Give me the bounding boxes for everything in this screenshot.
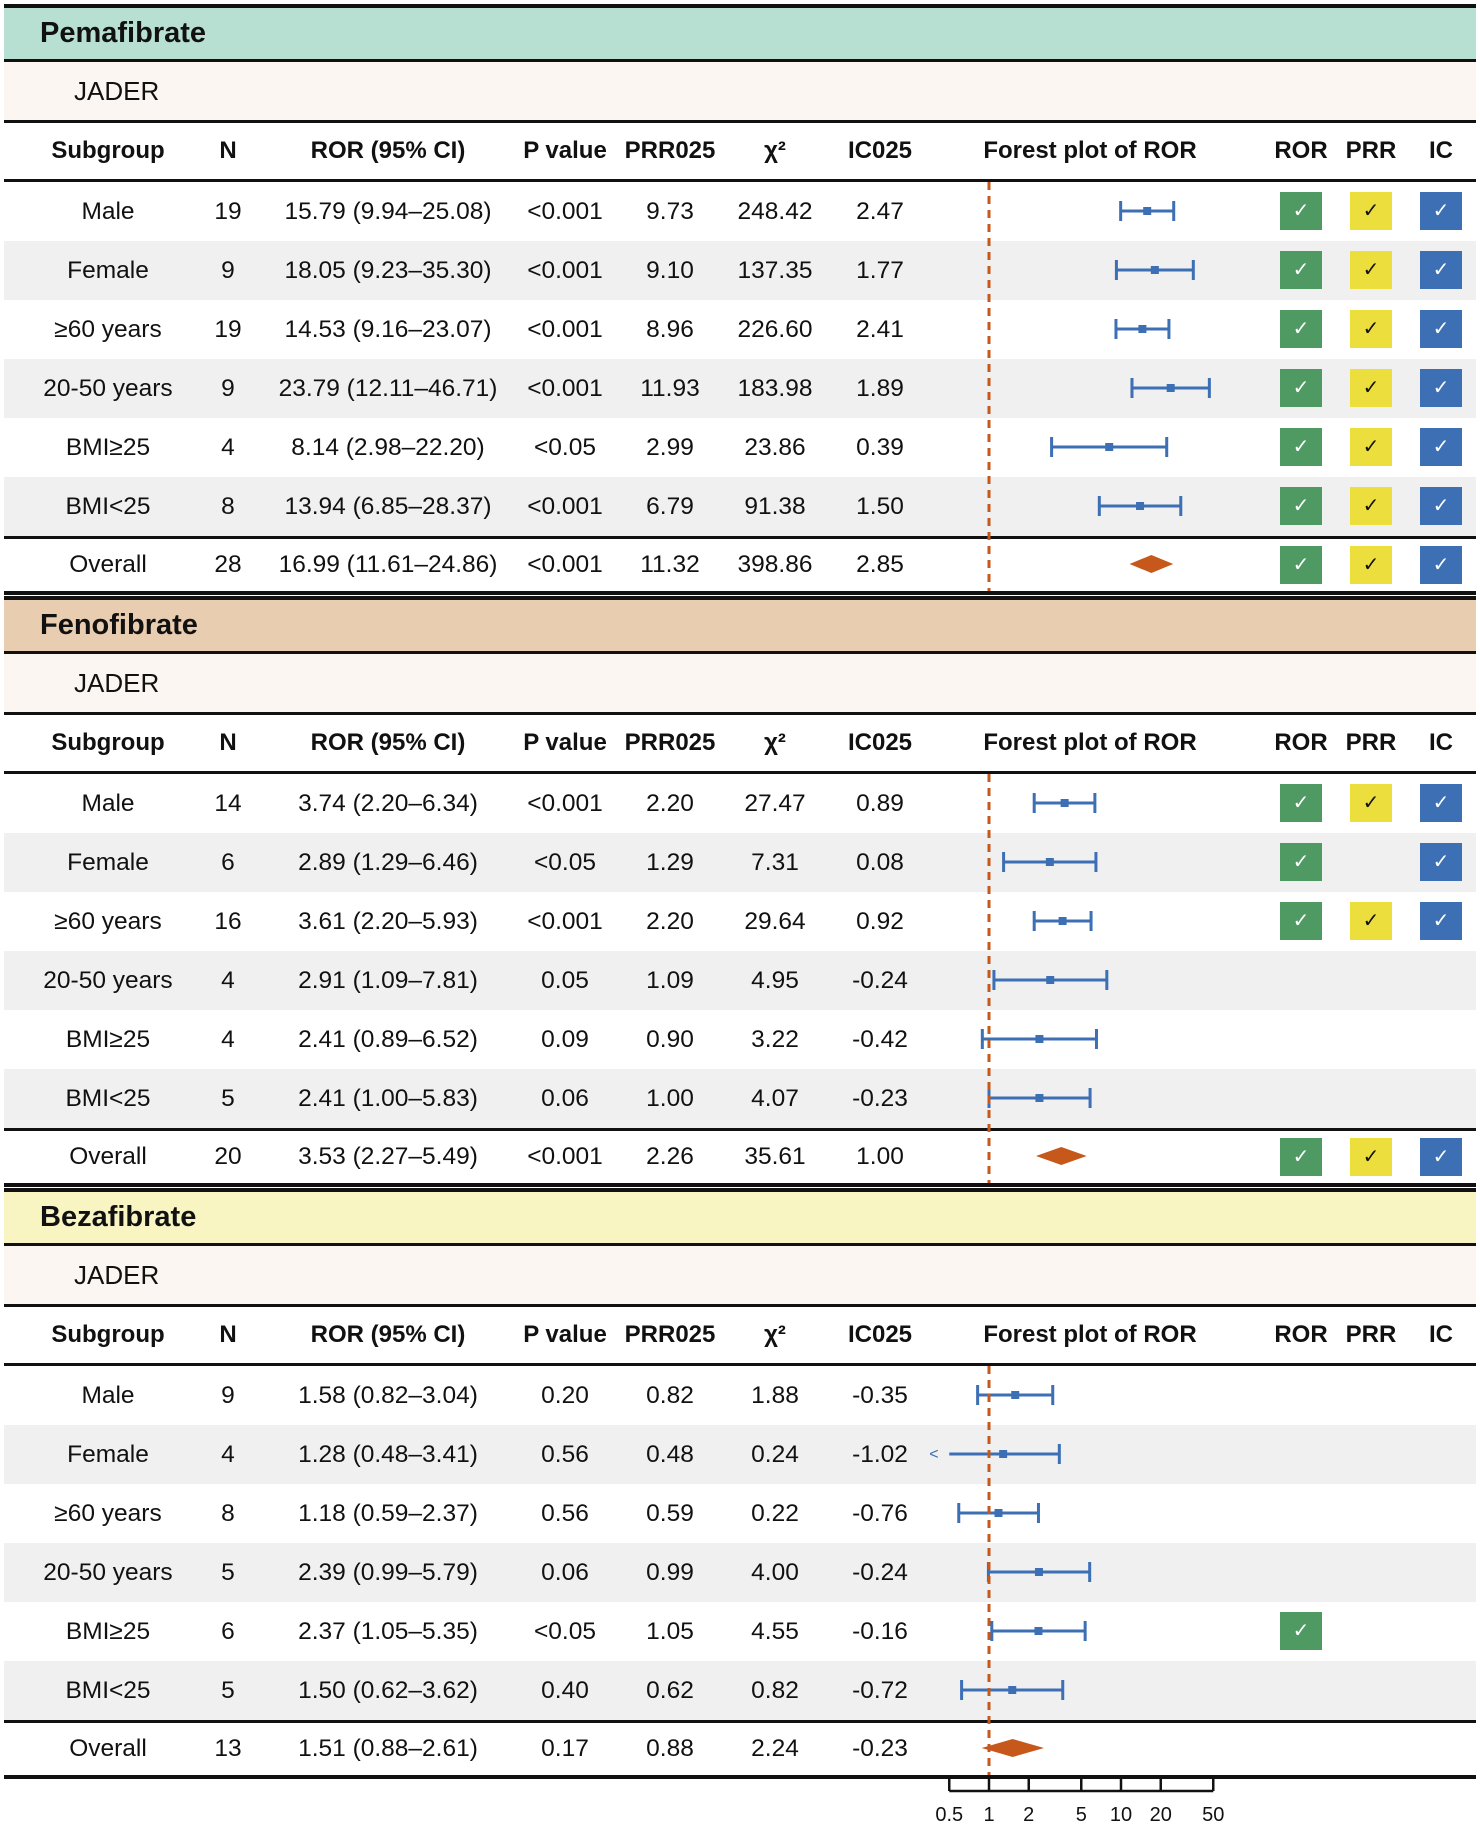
x-axis-tick-label: 20 [1149,1804,1172,1826]
point-estimate [1035,1568,1043,1576]
cell-subgroup: BMI≥25 [65,1026,151,1053]
cell-p: 0.06 [541,1085,589,1112]
point-estimate [1167,384,1175,392]
cell-n: 4 [221,1441,235,1468]
cell-prr025: 0.88 [646,1735,694,1762]
cell-n: 5 [221,1559,235,1586]
cell-p: 0.05 [541,967,589,994]
column-header-3: P value [523,729,607,756]
cell-ror-ci: 2.91 (1.09–7.81) [298,967,478,994]
point-estimate [1059,917,1067,925]
cell-subgroup: ≥60 years [54,1500,162,1527]
cell-p: <0.001 [527,316,603,343]
cell-ic025: 1.00 [856,1143,904,1170]
cell-p: <0.001 [527,551,603,578]
ic-signal-check-icon: ✓ [1420,902,1462,940]
column-header-7: Forest plot of ROR [983,729,1197,756]
cell-prr025: 8.96 [646,316,694,343]
cell-chi2: 91.38 [744,493,806,520]
prr-signal-check-icon: ✓ [1350,251,1392,289]
overall-diamond [982,1739,1044,1757]
cell-ror-ci: 1.58 (0.82–3.04) [298,1382,478,1409]
cell-p: 0.17 [541,1735,589,1762]
cell-subgroup: Overall [69,1143,147,1170]
point-estimate [1008,1686,1016,1694]
cell-p: 0.56 [541,1500,589,1527]
cell-ror-ci: 18.05 (9.23–35.30) [284,257,492,284]
cell-p: <0.001 [527,790,603,817]
column-header-4: PRR025 [624,137,716,164]
cell-prr025: 1.09 [646,967,694,994]
cell-p: <0.001 [527,198,603,225]
ic-signal-check-icon: ✓ [1420,843,1462,881]
column-header-4: PRR025 [624,1321,716,1348]
column-header-2: ROR (95% CI) [310,729,466,756]
cell-ror-ci: 14.53 (9.16–23.07) [284,316,492,343]
x-axis-tick-label: 0.5 [935,1804,964,1826]
cell-n: 5 [221,1677,235,1704]
cell-chi2: 2.24 [751,1735,799,1762]
cell-ic025: -0.23 [852,1735,908,1762]
column-header-8: ROR [1274,729,1328,756]
cell-p: <0.001 [527,375,603,402]
prr-signal-check-icon: ✓ [1350,546,1392,584]
point-estimate [1046,976,1054,984]
ror-signal-check-icon: ✓ [1280,192,1322,230]
cell-ror-ci: 16.99 (11.61–24.86) [278,551,498,578]
column-header-3: P value [523,137,607,164]
cell-prr025: 11.32 [640,551,700,578]
cell-prr025: 0.99 [646,1559,694,1586]
ci-overflow-arrow: < [929,1446,939,1463]
point-estimate [1143,207,1151,215]
cell-chi2: 226.60 [737,316,813,343]
cell-p: <0.001 [527,493,603,520]
cell-n: 8 [221,1500,235,1527]
x-axis-tick-label: 2 [1023,1804,1035,1826]
cell-chi2: 29.64 [744,908,806,935]
column-header-10: IC [1429,729,1453,756]
cell-p: <0.001 [527,257,603,284]
point-estimate [994,1509,1002,1517]
cell-prr025: 2.20 [646,908,694,935]
ic-signal-check-icon: ✓ [1420,428,1462,466]
cell-ror-ci: 2.41 (1.00–5.83) [298,1085,478,1112]
cell-chi2: 183.98 [737,375,813,402]
cell-ic025: 2.47 [856,198,904,225]
cell-ic025: 1.50 [856,493,904,520]
cell-chi2: 0.82 [751,1677,799,1704]
cell-subgroup: Female [67,257,149,284]
cell-chi2: 3.22 [751,1026,799,1053]
cell-n: 14 [214,790,242,817]
cell-ror-ci: 3.61 (2.20–5.93) [298,908,478,935]
cell-n: 19 [214,198,242,225]
cell-p: <0.001 [527,1143,603,1170]
cell-ic025: -0.42 [852,1026,908,1053]
cell-p: <0.05 [534,1618,596,1645]
cell-subgroup: Female [67,849,149,876]
ror-signal-check-icon: ✓ [1280,251,1322,289]
point-estimate [1151,266,1159,274]
cell-n: 16 [214,908,242,935]
cell-ror-ci: 1.18 (0.59–2.37) [298,1500,478,1527]
ror-signal-check-icon: ✓ [1280,310,1322,348]
ic-signal-check-icon: ✓ [1420,310,1462,348]
column-header-6: IC025 [847,729,913,756]
cell-prr025: 6.79 [646,493,694,520]
column-header-4: PRR025 [624,729,716,756]
cell-prr025: 2.26 [646,1143,694,1170]
cell-prr025: 1.05 [646,1618,694,1645]
point-estimate [1011,1391,1019,1399]
cell-chi2: 4.95 [751,967,799,994]
cell-p: <0.001 [527,908,603,935]
column-header-2: ROR (95% CI) [310,137,466,164]
column-header-0: Subgroup [51,1321,165,1348]
cell-prr025: 2.20 [646,790,694,817]
point-estimate [1136,502,1144,510]
cell-ic025: -0.72 [852,1677,908,1704]
cell-ror-ci: 1.51 (0.88–2.61) [298,1735,478,1762]
cell-n: 4 [221,1026,235,1053]
cell-ror-ci: 8.14 (2.98–22.20) [291,434,485,461]
ror-signal-check-icon: ✓ [1280,843,1322,881]
cell-chi2: 35.61 [744,1143,806,1170]
cell-ic025: 0.92 [856,908,904,935]
cell-ic025: 0.39 [856,434,904,461]
cell-ic025: -0.16 [852,1618,908,1645]
column-header-1: N [219,1321,237,1348]
drug-name: Bezafibrate [40,1201,197,1233]
cell-prr025: 0.48 [646,1441,694,1468]
cell-prr025: 0.59 [646,1500,694,1527]
column-header-6: IC025 [847,1321,913,1348]
cell-p: <0.05 [534,434,596,461]
cell-chi2: 0.24 [751,1441,799,1468]
ic-signal-check-icon: ✓ [1420,369,1462,407]
drug-name: Pemafibrate [40,17,207,49]
column-header-9: PRR [1345,1321,1397,1348]
database-label: JADER [74,1260,160,1290]
column-header-5: χ² [764,1321,786,1348]
column-header-8: ROR [1274,1321,1328,1348]
prr-signal-check-icon: ✓ [1350,310,1392,348]
cell-subgroup: ≥60 years [54,908,162,935]
cell-chi2: 27.47 [744,790,806,817]
cell-chi2: 23.86 [744,434,806,461]
cell-subgroup: BMI<25 [65,1677,151,1704]
point-estimate [1035,1094,1043,1102]
cell-ic025: 2.41 [856,316,904,343]
cell-prr025: 9.73 [646,198,694,225]
point-estimate [1138,325,1146,333]
cell-ic025: 0.08 [856,849,904,876]
ic-signal-check-icon: ✓ [1420,784,1462,822]
column-header-5: χ² [764,137,786,164]
ror-signal-check-icon: ✓ [1280,784,1322,822]
cell-subgroup: BMI≥25 [65,1618,151,1645]
cell-ic025: -0.24 [852,967,908,994]
cell-ror-ci: 3.53 (2.27–5.49) [298,1143,478,1170]
point-estimate [1035,1035,1043,1043]
cell-p: 0.20 [541,1382,589,1409]
column-header-0: Subgroup [51,729,165,756]
cell-p: <0.05 [534,849,596,876]
cell-prr025: 2.99 [646,434,694,461]
cell-ic025: 1.89 [856,375,904,402]
column-header-7: Forest plot of ROR [983,137,1197,164]
point-estimate [1034,1627,1042,1635]
column-header-10: IC [1429,137,1453,164]
point-estimate [1046,858,1054,866]
point-estimate [1061,799,1069,807]
cell-chi2: 4.00 [751,1559,799,1586]
cell-ror-ci: 13.94 (6.85–28.37) [284,493,492,520]
column-header-1: N [219,729,237,756]
cell-subgroup: ≥60 years [54,316,162,343]
cell-n: 9 [221,257,235,284]
cell-prr025: 0.90 [646,1026,694,1053]
cell-ror-ci: 23.79 (12.11–46.71) [278,375,498,402]
column-header-7: Forest plot of ROR [983,1321,1197,1348]
cell-prr025: 11.93 [640,375,700,402]
cell-ic025: -0.23 [852,1085,908,1112]
cell-chi2: 0.22 [751,1500,799,1527]
cell-ic025: 1.77 [856,257,904,284]
cell-ror-ci: 2.39 (0.99–5.79) [298,1559,478,1586]
cell-chi2: 398.86 [737,551,813,578]
ic-signal-check-icon: ✓ [1420,251,1462,289]
cell-p: 0.06 [541,1559,589,1586]
cell-ic025: -1.02 [852,1441,908,1468]
database-label: JADER [74,76,160,106]
ic-signal-check-icon: ✓ [1420,546,1462,584]
cell-prr025: 1.29 [646,849,694,876]
cell-n: 13 [214,1735,242,1762]
cell-n: 5 [221,1085,235,1112]
cell-n: 6 [221,1618,235,1645]
ror-signal-check-icon: ✓ [1280,428,1322,466]
column-header-1: N [219,137,237,164]
cell-subgroup: Female [67,1441,149,1468]
cell-n: 4 [221,434,235,461]
cell-prr025: 0.62 [646,1677,694,1704]
x-axis-tick-label: 10 [1109,1804,1133,1826]
point-estimate [1105,443,1113,451]
overall-diamond [1036,1147,1087,1165]
drug-name: Fenofibrate [40,609,198,641]
column-header-10: IC [1429,1321,1453,1348]
cell-chi2: 4.07 [751,1085,799,1112]
column-header-8: ROR [1274,137,1328,164]
cell-chi2: 248.42 [737,198,813,225]
prr-signal-check-icon: ✓ [1350,487,1392,525]
database-label: JADER [74,668,160,698]
column-header-9: PRR [1345,729,1397,756]
column-header-0: Subgroup [51,137,165,164]
column-header-2: ROR (95% CI) [310,1321,466,1348]
cell-subgroup: 20-50 years [43,375,173,402]
cell-p: 0.56 [541,1441,589,1468]
cell-prr025: 9.10 [646,257,694,284]
cell-prr025: 0.82 [646,1382,694,1409]
cell-ror-ci: 15.79 (9.94–25.08) [284,198,492,225]
cell-chi2: 1.88 [751,1382,799,1409]
cell-n: 20 [214,1143,242,1170]
cell-ic025: -0.35 [852,1382,908,1409]
cell-n: 28 [214,551,242,578]
cell-subgroup: Overall [69,1735,147,1762]
column-header-9: PRR [1345,137,1397,164]
cell-subgroup: Overall [69,551,147,578]
ror-signal-check-icon: ✓ [1280,902,1322,940]
ror-signal-check-icon: ✓ [1280,546,1322,584]
prr-signal-check-icon: ✓ [1350,1138,1392,1176]
cell-n: 9 [221,375,235,402]
column-header-5: χ² [764,729,786,756]
cell-ror-ci: 1.50 (0.62–3.62) [298,1677,478,1704]
cell-ic025: -0.24 [852,1559,908,1586]
cell-chi2: 4.55 [751,1618,799,1645]
cell-subgroup: 20-50 years [43,1559,173,1586]
cell-subgroup: BMI<25 [65,493,151,520]
prr-signal-check-icon: ✓ [1350,428,1392,466]
cell-subgroup: Male [81,790,135,817]
cell-p: 0.40 [541,1677,589,1704]
cell-subgroup: 20-50 years [43,967,173,994]
column-header-3: P value [523,1321,607,1348]
cell-ic025: 2.85 [856,551,904,578]
x-axis-tick-label: 50 [1202,1804,1225,1826]
prr-signal-check-icon: ✓ [1350,369,1392,407]
prr-signal-check-icon: ✓ [1350,784,1392,822]
ror-signal-check-icon: ✓ [1280,1612,1322,1650]
cell-subgroup: Male [81,198,135,225]
cell-n: 19 [214,316,242,343]
cell-ic025: -0.76 [852,1500,908,1527]
cell-prr025: 1.00 [646,1085,694,1112]
cell-chi2: 137.35 [737,257,813,284]
ror-signal-check-icon: ✓ [1280,369,1322,407]
point-estimate [999,1450,1007,1458]
overall-diamond [1130,555,1174,573]
prr-signal-check-icon: ✓ [1350,902,1392,940]
cell-ror-ci: 2.41 (0.89–6.52) [298,1026,478,1053]
cell-ror-ci: 1.28 (0.48–3.41) [298,1441,478,1468]
ic-signal-check-icon: ✓ [1420,487,1462,525]
ic-signal-check-icon: ✓ [1420,192,1462,230]
cell-n: 9 [221,1382,235,1409]
cell-ror-ci: 2.89 (1.29–6.46) [298,849,478,876]
cell-n: 4 [221,967,235,994]
ic-signal-check-icon: ✓ [1420,1138,1462,1176]
cell-ic025: 0.89 [856,790,904,817]
cell-ror-ci: 3.74 (2.20–6.34) [298,790,478,817]
column-header-6: IC025 [847,137,913,164]
cell-n: 6 [221,849,235,876]
x-axis-tick-label: 5 [1075,1804,1087,1826]
ror-signal-check-icon: ✓ [1280,487,1322,525]
cell-ror-ci: 2.37 (1.05–5.35) [298,1618,478,1645]
cell-subgroup: Male [81,1382,135,1409]
cell-subgroup: BMI<25 [65,1085,151,1112]
cell-chi2: 7.31 [751,849,799,876]
cell-subgroup: BMI≥25 [65,434,151,461]
cell-p: 0.09 [541,1026,589,1053]
ror-signal-check-icon: ✓ [1280,1138,1322,1176]
prr-signal-check-icon: ✓ [1350,192,1392,230]
x-axis-tick-label: 1 [983,1804,995,1826]
cell-n: 8 [221,493,235,520]
